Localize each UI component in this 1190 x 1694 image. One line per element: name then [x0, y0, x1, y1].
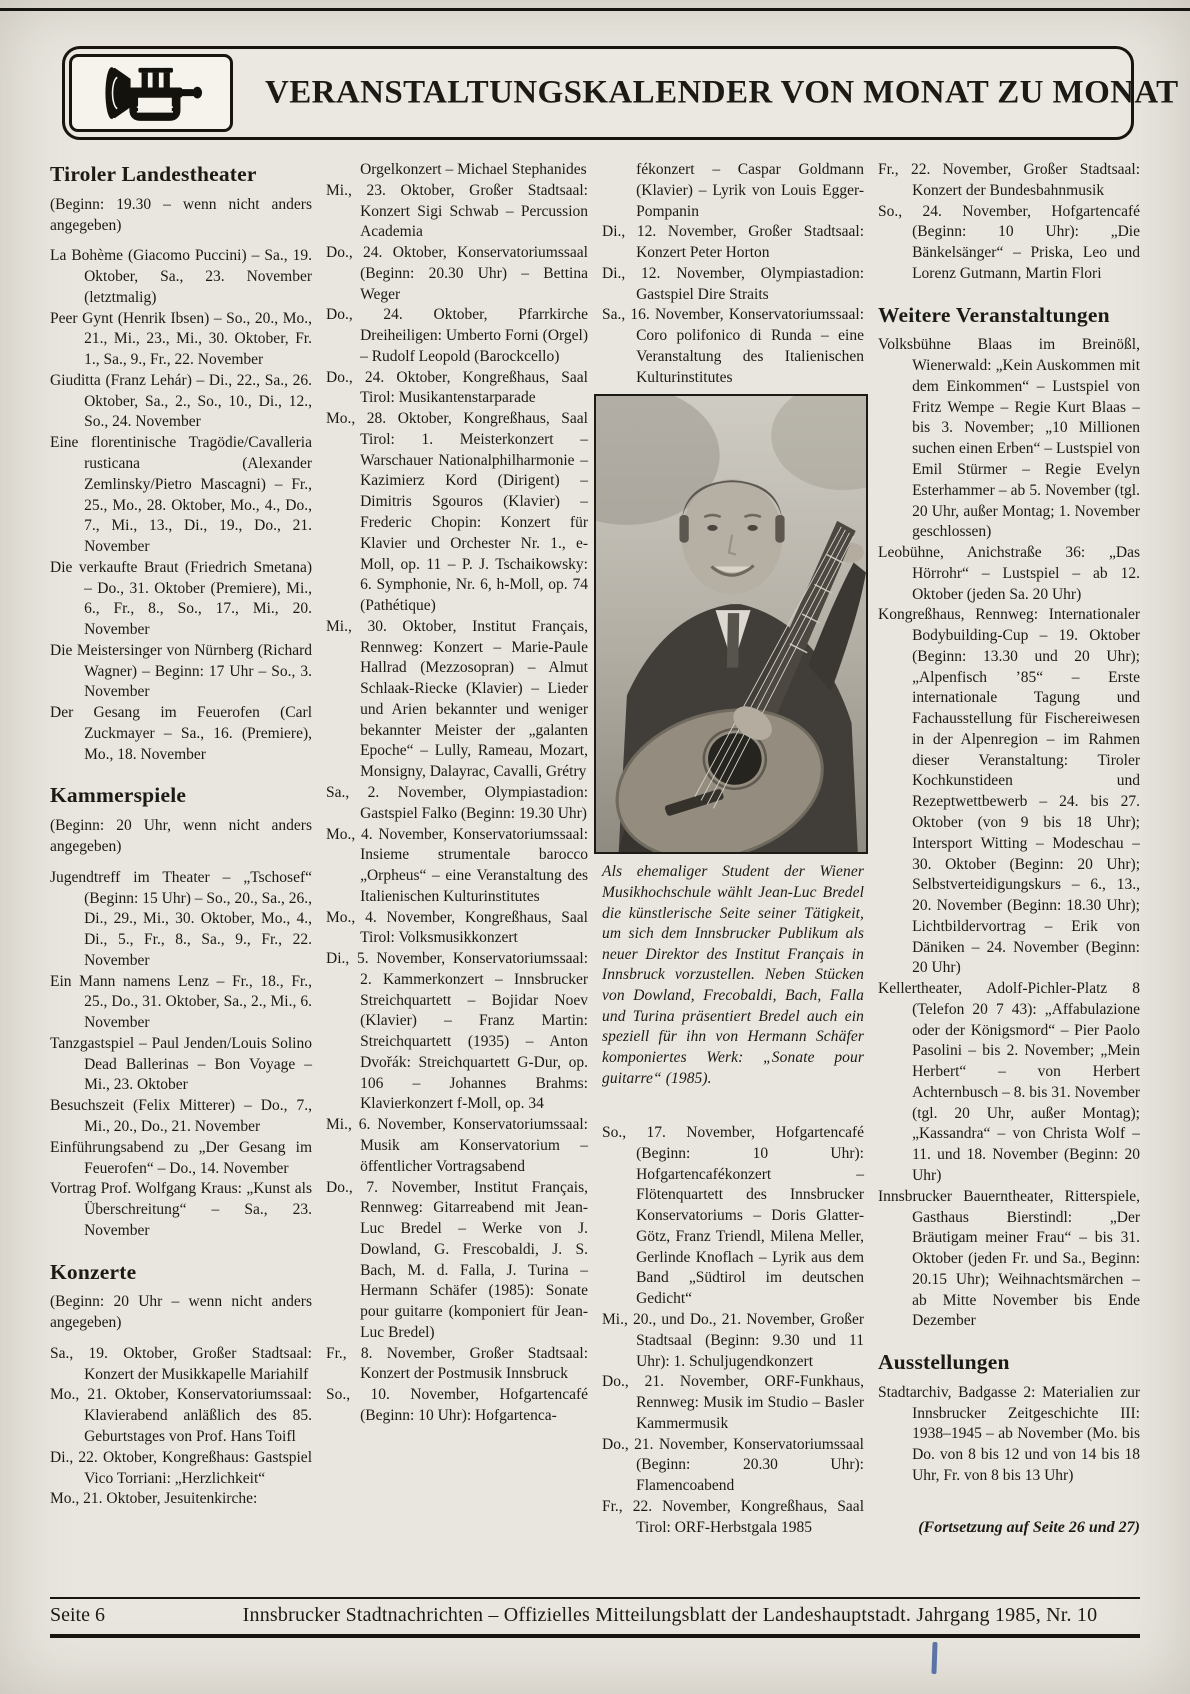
calendar-entry: Di., 12. November, Großer Stadtsaal: Konzert Peter Horton	[602, 223, 864, 262]
trumpet-icon	[69, 54, 233, 132]
calendar-entry: Do., 21. November, ORF-Funkhaus, Rennweg: Musik im Studio – Basler Kammermusik	[602, 1373, 864, 1432]
calendar-entry: Innsbrucker Bauerntheater, Ritterspiele, Gasthaus Bierstindl: „Der Bräutigam meiner Frau“ – bis 31. Oktober (jeden Fr. und Sa., Beginn: 20.15 Uhr); Weihnachtsmärchen – ab Mitte November bis Ende Dezember	[878, 1187, 1140, 1330]
column-3	[602, 158, 864, 1560]
calendar-entry: Kellertheater, Adolf-Pichler-Platz 8 (Telefon 20 7 43): „Affabulazione oder der Königsmord“ – Pier Paolo Pasolini – bis 2. November; „Mein Herbert“ – von Herbert Achternbusch – 8. bis 31. November (tgl. 20 Uhr, außer Montag); „Kassandra“ – von Christa Wolf – 11. und 18. November (Beginn: 20 Uhr)	[878, 980, 1140, 1185]
calendar-columns	[50, 158, 1140, 1560]
calendar-entry: Peer Gynt (Henrik Ibsen) – So., 20., Mo., 21., Mi., 23., Mi., 30. Oktober, Fr. 1., Sa., 9., Fr., 22. November	[50, 309, 312, 369]
calendar-entry: Sa., 19. Oktober, Großer Stadtsaal: Konzert der Musikkapelle Mariahilf	[50, 1344, 312, 1383]
calendar-entry: Mo., 4. November, Konservatoriumssaal: Insieme strumentale barocco „Orpheus“ – eine Veranstaltung des Italienischen Kulturinstitutes	[326, 825, 588, 905]
calendar-entry: Ein Mann namens Lenz – Fr., 18., Fr., 25., Do., 31. Oktober, Sa., 2., Mi., 6. November	[50, 972, 312, 1032]
calendar-entry: Stadtarchiv, Badgasse 2: Materialien zur Innsbrucker Zeitgeschichte III: 1938–1945 – ab November (Mo. bis Do. von 8 bis 12 und von 14 bis 18 Uhr, Fr. von 8 bis 13 Uhr)	[878, 1383, 1140, 1484]
calendar-entry: Einführungsabend zu „Der Gesang im Feuerofen“ – Do., 14. November	[50, 1138, 312, 1177]
section-note: (Beginn: 19.30 – wenn nicht anders angegeben)	[50, 195, 312, 234]
calendar-banner	[62, 46, 1179, 140]
calendar-entry: Fr., 22. November, Kongreßhaus, Saal Tirol: ORF-Herbstgala 1985	[602, 1497, 864, 1536]
section-heading: Ausstellungen	[878, 1350, 1010, 1375]
scan-ink-mark	[931, 1642, 937, 1674]
column-2	[326, 158, 588, 1560]
section-note: (Beginn: 20 Uhr, wenn nicht anders angegeben)	[50, 817, 312, 856]
calendar-entry: Eine florentinische Tragödie/Cavalleria rusticana (Alexander Zemlinsky/Pietro Mascagni) – Fr., 25., Mo., 28. Oktober, Mo., 4., Do., 7., Mi., 13., Di., 19., Do., 21. November	[50, 434, 312, 556]
masthead: Innsbrucker Stadtnachrichten – Offizielles Mitteilungsblatt der Landeshauptstadt. Jahrgang 1985, Nr. 10	[242, 1604, 1098, 1626]
calendar-entry: Der Gesang im Feuerofen (Carl Zuckmayer – Sa., 16. (Premiere), Mo., 18. November	[50, 704, 312, 763]
photo-caption: Als ehemaliger Student der Wiener Musikhochschule wählt Jean-Luc Bredel die künstlerische Seite seiner Tätigkeit, um sich dem Innsbrucker Publikum als neuer Direktor des Institut Français in Innsbruck vorzustellen. Neben Stücken von Dowland, Frecobaldi, Bach, Falla und Turina präsentiert Bredel auch ein speziell für ihn von Hermann Schäfer komponiertes Werk: „Sonate pour guitarre“ (1985).	[602, 863, 864, 1087]
calendar-entry: Kongreßhaus, Rennweg: Internationaler Bodybuilding-Cup – 19. Oktober (Beginn: 13.30 und 20 Uhr); „Alpenfisch ’85“ – Erste internationale Tagung und Fachausstellung für Fischereiwesen in der Alpenregion – im Rahmen dieser Veranstaltung: Tiroler Kochkunstideen und Rezeptwettbewerb – 24. bis 27. Oktober (von 9 bis 18 Uhr); Intersport Witting – Modeschau – 30. Oktober (Beginn: 20 Uhr); Selbstverteidigungskurs – 6., 13., 20. November (Beginn: 18.30 Uhr); Lichtbildervortrag – Erik von Däniken – 24. November (Beginn: 20 Uhr)	[878, 606, 1140, 977]
calendar-entry: Di., 5. November, Konservatoriumssaal: 2. Kammerkonzert – Innsbrucker Streichquartett – Bojidar Noev (Klavier) – Franz Martin: Streichquartett (1935) – Anton Dvořák: Streichquartett G-Dur, op. 106 – Johannes Brahms: Klavierkonzert f-Moll, op. 34	[326, 950, 588, 1113]
calendar-entry: Volksbühne Blaas im Breinößl, Wienerwald: „Kein Auskommen mit dem Einkommen“ – Lustspiel von Fritz Wempe – Regie Kurt Blaas – bis 3. November; „10 Millionen suchen einen Erben“ – Lustspiel von Emil Stürmer – Regie Evelyn Esterhammer – ab 5. November (tgl. 20 Uhr, außer Montag; 1. November geschlossen)	[878, 336, 1140, 541]
calendar-entry: Do., 24. Oktober, Pfarrkirche Dreiheiligen: Umberto Forni (Orgel) – Rudolf Leopold (Barockcello)	[326, 306, 588, 365]
calendar-entry: Tanzgastspiel – Paul Jenden/Louis Solino Dead Ballerinas – Bon Voyage – Mi., 23. Oktober	[50, 1034, 312, 1094]
calendar-entry: Do., 21. November, Konservatoriumssaal (Beginn: 20.30 Uhr): Flamencoabend	[602, 1435, 864, 1495]
calendar-entry: Mi., 20., und Do., 21. November, Großer Stadtsaal (Beginn: 9.30 und 11 Uhr): 1. Schuljugendkonzert	[602, 1311, 864, 1370]
top-rule	[0, 8, 1190, 11]
calendar-entry: Mo., 21. Oktober, Konservatoriumssaal: Klavierabend anläßlich des 85. Geburtstages von Prof. Hans Toifl	[50, 1386, 312, 1445]
column-1	[50, 158, 312, 1560]
section-heading: Tiroler Landestheater	[50, 162, 257, 186]
calendar-entry: Sa., 2. November, Olympiastadion: Gastspiel Falko (Beginn: 19.30 Uhr)	[326, 783, 588, 822]
calendar-entry: Sa., 16. November, Konservatoriumssaal: Coro polifonico di Runda – eine Veranstaltung des Italienischen Kulturinstitutes	[602, 306, 864, 386]
calendar-entry: Mi., 6. November, Konservatoriumssaal: Musik am Konservatorium – öffentlicher Vortragsabend	[326, 1116, 588, 1175]
page-footer	[50, 1597, 1140, 1638]
portrait-photo-illustration	[596, 396, 866, 852]
calendar-entry: Die verkaufte Braut (Friedrich Smetana) – Do., 31. Oktober (Premiere), Mi., 6., Fr., 8., So., 17., Mi., 20. November	[50, 558, 312, 639]
calendar-entry: La Bohème (Giacomo Puccini) – Sa., 19. Oktober, Sa., 23. November (letztmalig)	[50, 247, 312, 306]
calendar-entry: Do., 24. Oktober, Kongreßhaus, Saal Tirol: Musikantenstarparade	[326, 368, 588, 407]
calendar-entry: Mo., 28. Oktober, Kongreßhaus, Saal Tirol: 1. Meisterkonzert – Warschauer Nationalphilharmonie – Kazimierz Kord (Dirigent) – Dimitris Sgouros (Klavier) – Frederic Chopin: Konzert für Klavier und Orchester Nr. 1., e-Moll, op. 11 – P. J. Tschaikowsky: 6. Symphonie, Nr. 6, h-Moll, op. 74 (Pathétique)	[326, 410, 588, 615]
section-heading: Konzerte	[50, 1259, 137, 1284]
portrait-photo	[594, 394, 868, 854]
calendar-entry: Mo., 21. Oktober, Jesuitenkirche:	[50, 1490, 258, 1508]
calendar-entry: Vortrag Prof. Wolfgang Kraus: „Kunst als Überschreitung“ – Sa., 23. November	[50, 1180, 312, 1239]
calendar-entry: Fr., 22. November, Großer Stadtsaal: Konzert der Bundesbahnmusik	[878, 161, 1140, 199]
calendar-entry: Fr., 8. November, Großer Stadtsaal: Konzert der Postmusik Innsbruck	[326, 1344, 588, 1383]
section-heading: Weitere Veranstaltungen	[878, 302, 1110, 327]
section-note: (Beginn: 20 Uhr – wenn nicht anders angegeben)	[50, 1293, 312, 1332]
calendar-entry: Mi., 30. Oktober, Institut Français, Rennweg: Konzert – Marie-Paule Hallrad (Mezzosopran) – Almut Schlaak-Riecke (Klavier) – Lieder und Arien bekannter und weniger bekannter Meister der „galanten Epoche“ – Lully, Rameau, Mozart, Monsigny, Dalayrac, Cavalli, Grétry	[326, 617, 588, 781]
page-number: Seite 6	[50, 1604, 105, 1626]
calendar-entry: Giuditta (Franz Lehár) – Di., 22., Sa., 26. Oktober, Sa., 2., So., 10., Di., 12., So., 24. November	[50, 371, 312, 431]
calendar-entry: Do., 7. November, Institut Français, Rennweg: Gitarreabend mit Jean-Luc Bredel – Werke von J. Dowland, G. Frescobaldi, J. S. Bach, M. d. Falla, J. Turina – Hermann Schäfer (1985): Sonate pour guitarre (komponiert für Jean-Luc Bredel)	[326, 1178, 588, 1341]
page-title: VERANSTALTUNGSKALENDER VON MONAT ZU MONAT	[265, 74, 1179, 111]
continuation-note: (Fortsetzung auf Seite 26 und 27)	[918, 1518, 1140, 1536]
calendar-entry: Besuchszeit (Felix Mitterer) – Do., 7., Mi., 20., Do., 21. November	[50, 1097, 312, 1135]
calendar-entry: So., 24. November, Hofgartencafé (Beginn: 10 Uhr): „Die Bänkelsänger“ – Priska, Leo und Lorenz Gutmann, Martin Flori	[878, 202, 1140, 282]
column-4	[878, 158, 1140, 1560]
calendar-entry: Mi., 23. Oktober, Großer Stadtsaal: Konzert Sigi Schwab – Percussion Academia	[326, 181, 588, 241]
calendar-entry: Di., 22. Oktober, Kongreßhaus: Gastspiel Vico Torriani: „Herzlichkeit“	[50, 1448, 312, 1487]
section-heading: Kammerspiele	[50, 783, 187, 808]
calendar-entry: Leobühne, Anichstraße 36: „Das Hörrohr“ – Lustspiel – ab 12. Oktober (jeden Sa. 20 Uhr)	[878, 544, 1140, 603]
calendar-entry: Mo., 4. November, Kongreßhaus, Saal Tirol: Volksmusikkonzert	[326, 908, 588, 947]
calendar-entry-continued: fékonzert – Caspar Goldmann (Klavier) – Lyrik von Louis Egger-Pompanin	[636, 161, 864, 220]
calendar-entry: Do., 24. Oktober, Konservatoriumssaal (Beginn: 20.30 Uhr) – Bettina Weger	[326, 244, 588, 303]
calendar-entry: Die Meistersinger von Nürnberg (Richard Wagner) – Beginn: 17 Uhr – So., 3. November	[50, 641, 312, 701]
calendar-entry: So., 10. November, Hofgartencafé (Beginn: 10 Uhr): Hofgartenca-	[326, 1386, 588, 1424]
calendar-entry: So., 17. November, Hofgartencafé (Beginn: 10 Uhr): Hofgartencafékonzert – Flötenquartett des Innsbrucker Konservatoriums – Doris Glatter-Götz, Franz Triendl, Milena Meller, Gerlinde Knoflach – Lyrik aus dem Band „Südtirol im deutschen Gedicht“	[602, 1124, 864, 1308]
calendar-entry-continued: Orgelkonzert – Michael Stephanides	[360, 161, 587, 178]
calendar-entry: Jugendtreff im Theater – „Tschosef“ (Beginn: 15 Uhr) – So., 20., Sa., 26., Di., 29., Mi., 30. Oktober, Mo., 4., Di., 5., Fr., 8., Sa., 9., Fr., 22. November	[50, 868, 312, 969]
calendar-entry: Di., 12. November, Olympiastadion: Gastspiel Dire Straits	[602, 264, 864, 303]
